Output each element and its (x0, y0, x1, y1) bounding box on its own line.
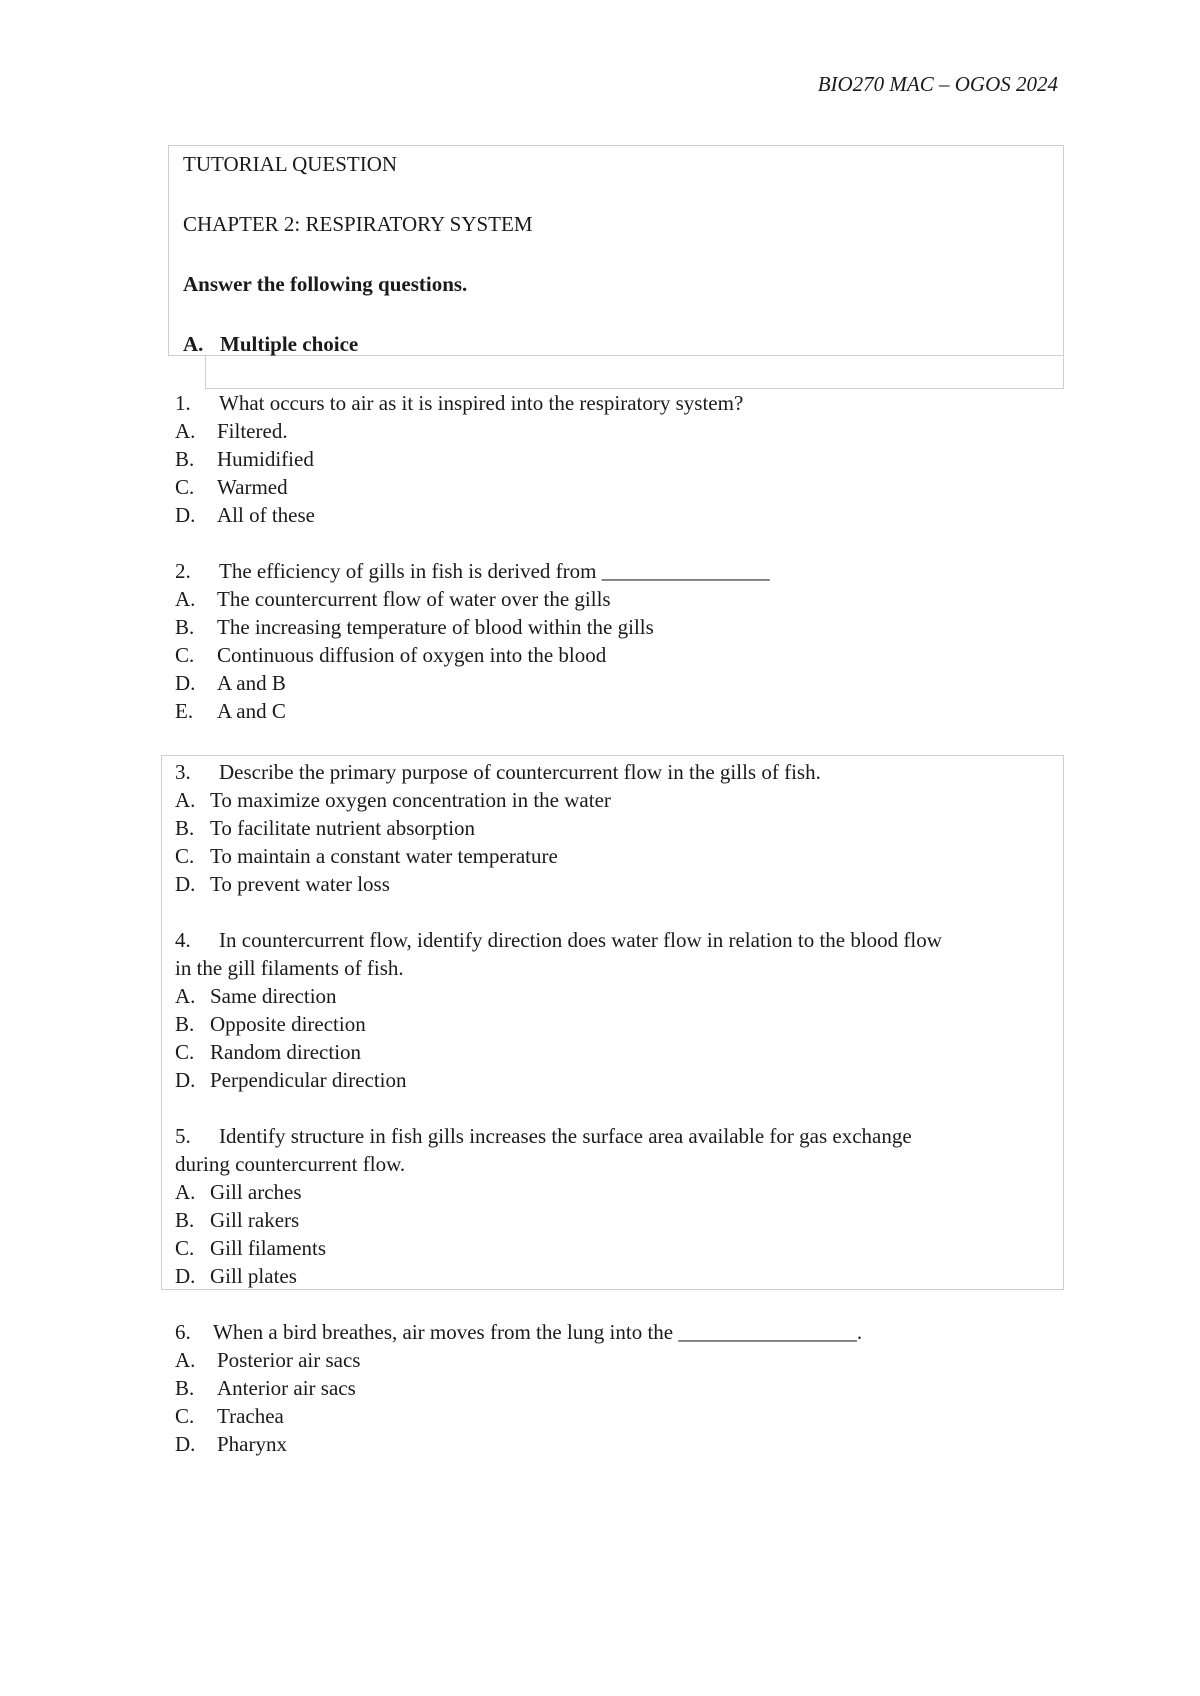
question-6 (175, 1318, 1065, 1458)
running-header: BIO270 MAC – OGOS 2024 (817, 72, 1058, 96)
question-number: 5. (175, 1124, 191, 1148)
section-title: Multiple choice (220, 332, 359, 356)
question-text: Describe the primary purpose of countercurrent flow in the gills of fish. (219, 760, 821, 784)
option-c: C. Random direction (175, 1040, 362, 1064)
question-number: 3. (175, 760, 191, 784)
option-a: A. Filtered. (175, 419, 288, 443)
option-a: A. Same direction (175, 984, 337, 1008)
option-a: A. The countercurrent flow of water over the gills (175, 587, 611, 611)
section-letter: A. (183, 332, 204, 356)
section-heading (183, 330, 358, 358)
option-c: C. Warmed (175, 475, 288, 499)
option-d: D. To prevent water loss (175, 872, 390, 896)
question-text: The efficiency of gills in fish is derived from ________________ (219, 559, 770, 583)
option-d: D. A and B (175, 671, 286, 695)
option-e: E. A and C (175, 699, 286, 723)
question-stem (175, 926, 1065, 954)
empty-table-cell (205, 356, 1064, 389)
option-b: B. Anterior air sacs (175, 1376, 356, 1400)
option-b: B. To facilitate nutrient absorption (175, 816, 476, 840)
option-d: D. Gill plates (175, 1264, 297, 1288)
tutorial-title: TUTORIAL QUESTION (183, 152, 398, 176)
question-number: 6. (175, 1320, 191, 1344)
option-d: D. Pharynx (175, 1432, 287, 1456)
question-4 (175, 926, 1065, 1094)
option-a: A. Gill arches (175, 1180, 302, 1204)
question-stem (175, 758, 1065, 786)
option-a: A. Posterior air sacs (175, 1348, 361, 1372)
instruction-text: Answer the following questions. (183, 272, 468, 296)
chapter-title: CHAPTER 2: RESPIRATORY SYSTEM (183, 212, 533, 236)
question-number: 4. (175, 928, 191, 952)
question-3 (175, 758, 1065, 898)
intro-box (168, 145, 1064, 356)
option-b: B. Gill rakers (175, 1208, 300, 1232)
question-text: In countercurrent flow, identify direction does water flow in relation to the blood flow (219, 928, 942, 952)
question-5 (175, 1122, 1065, 1290)
option-b: B. The increasing temperature of blood within the gills (175, 615, 654, 639)
question-text-continued: during countercurrent flow. (175, 1152, 406, 1176)
question-stem (175, 557, 1065, 585)
question-stem (175, 1318, 1065, 1346)
question-1 (175, 389, 1065, 529)
question-2 (175, 557, 1065, 725)
question-text: When a bird breathes, air moves from the lung into the _________________. (213, 1320, 863, 1344)
question-stem (175, 1122, 1065, 1150)
option-b: B. Humidified (175, 447, 314, 471)
option-c: C. Continuous diffusion of oxygen into the blood (175, 643, 607, 667)
question-number: 1. (175, 391, 191, 415)
option-c: C. Gill filaments (175, 1236, 327, 1260)
question-stem (175, 389, 1065, 417)
question-text: Identify structure in fish gills increases the surface area available for gas exchange (219, 1124, 912, 1148)
option-d: D. Perpendicular direction (175, 1068, 407, 1092)
question-text-continued: in the gill filaments of fish. (175, 956, 404, 980)
question-number: 2. (175, 559, 191, 583)
option-c: C. Trachea (175, 1404, 284, 1428)
question-text: What occurs to air as it is inspired into the respiratory system? (219, 391, 744, 415)
option-d: D. All of these (175, 503, 315, 527)
option-b: B. Opposite direction (175, 1012, 366, 1036)
option-c: C. To maintain a constant water temperature (175, 844, 558, 868)
option-a: A. To maximize oxygen concentration in the water (175, 788, 611, 812)
